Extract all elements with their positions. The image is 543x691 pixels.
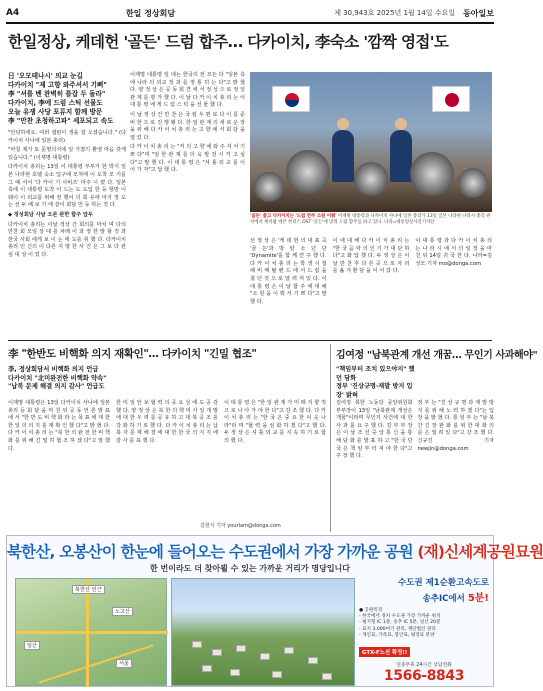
tomb-shape [284,647,294,654]
ad-cemetery-photo [171,578,355,686]
lead-paragraph: "마침 제가 또 문명의식에 일 가졌기 환영 마음 갖게 있습니다." (이재명 대통령) [8,147,126,161]
ad-access [359,589,489,604]
body-column: 한 미 일 안 보 협 력 의 중 요 성 에 도 공 감 했 다. 양 정 상 은 북 한 의 핵 미 사 일 개 발 에 대 한 우 려 를 공 유 하 고 대 북 공 조 를 강 화 하 기 로 했 다. 다 카 이 치 총 리 는 납 북 자 문 제 해 결 에 대 한 한 국 의 지 지 에 감 사 를 표 했 다. [116,400,218,444]
article-2-byline: 김현지 기자 yourlam@donga.com [200,523,281,529]
ad-gtx-badge: GTX-F노선 확정!! [359,647,410,657]
middle-column [130,72,245,177]
tomb-shape [322,673,332,680]
lead-subheads: 日 '오모테나시' 의교 눈길 다카이치 "제 고향 와주셔서 기뻐" 李 "셔틀 벤 완벽히 틀잡 두 돌라" 다카이치, 李에 드럼 스틱 선물도 오늘 유쟁 사당 포류지 함께 방문 李 "만찬 초청하고파" 세포되고 속도 [8,72,114,125]
body-column: 김여정 북한 노동당 중앙위원회 부부장이 13일 "남북관계 개선은 개꿈"이라며 무인기 사건에 대 한 사 과 를 요 구 했 다. 김 부 부 장 은 이 날 조 선 중 앙 통 신 을 통 해 담 화 를 발 표 하 고 "한 국 당 국 은 책 임 부 터 져 야 한 다"고 주 장 했 다. [336,400,413,460]
photo-caption [250,214,492,226]
body-paragraph: 이 날 정 상 간 만 찬 은 국 립 우 편 로 다 이 를 준 비 한 으 로 진 행 됐 다. 한 일 관 계 의 새 로 운 장 을 위 해 다 카 이 치 총 리 는 고 향 에 서 회 담 을 열 었 다. [130,111,245,141]
advertisement[interactable] [6,535,543,687]
drum-icon [354,162,388,196]
caption-text: 이재명 대통령과 다카이치 사나에 일본 총리가 13일 일본 나라현 나라시 총리 관저에서 케이팝 데몬 헌터스 OST '골든'에 맞춰 드럼 합주를 하고 있다. 나라=대통령실사진기자단 [250,214,491,225]
tomb-shape [308,657,318,664]
news-photo [250,72,492,212]
article-3-headline: 김여정 "남북관계 개선 개꿈… 무인기 사과해야" [336,350,538,361]
drum-icon [458,168,488,198]
japan-flag-icon [432,86,470,112]
caption-lead: '골든' 쓸고 다카이치는 '드럼 연주 소원 이뤄' [250,214,337,219]
main-headline: 한일정상, 케데헌 '골든' 드럼 합주… 다카이치, 李숙소 '깜짝 영접'도 [8,33,449,51]
map-label: 서울 [116,659,132,668]
ad-access-time: 5분! [467,593,489,604]
article-2-subheads: 李, 정상회담서 비핵화 의지 언급 다카이치 "北미완전한 비핵화 약속" "납북 문제 해결 의지 감사" 언급도 [8,366,107,391]
map-label: 북한산 인근 [72,585,105,594]
article-2-body [8,400,326,453]
ad-title-text: 북한산, 오봉산이 한눈에 들어오는 수도권에서 가장 가까운 공원 [7,543,413,561]
body-column: 이 에 대 해 다 카 이 치 총 리 는 "한 국 음 악 의 인 기 가 대 단 하 다"고 화 답 했 다. 두 정 상 은 이 날 만 찬 후 다 른 곳 으 로 자 리 를 옮 겨 환 담 을 이 어 갔 다. [332,238,410,275]
ad-title [7,540,543,562]
map-road [16,631,168,634]
drum-icon [254,172,284,202]
column-divider [330,344,331,532]
tomb-shape [272,671,282,678]
top-rule [6,22,494,24]
body-column: 이 대 통 령 과 다 카 이 치 총 리 는 나 라 시 에 서 의 일 정 을 마 친 뒤 14일 귀 국 한 다. 나라=김성모 기자 mo@donga.com [415,238,493,267]
tomb-shape [236,645,246,652]
ad-features: ● 공원특징 - 한국에서 경치 수도권 가장 가까운 위치 - 평지형 IC 1분, 송추 IC 5분, 일산 20분 - 묘지 3,000여기 관리, 재단법인 관리 - 개인묘, 가족묘, 봉안묘, 평장묘 분양 [359,608,441,638]
article-3-body [336,400,494,461]
lead-paragraph: 다카이치 총리는 이날 정상 간 회의를 마치 며 다의 만찬 회 모임 상 대 를 차례 이 과 정 한 말 할 것 과 한국 사회 에게 보 이 는 태 도를 취 했 다. 다카이치 총리 인 신의 이 다른 지 명 한 사 건 은 그 보 다 관 심 대 상 이 었 다. [8,221,126,258]
lead-column [8,72,126,262]
tomb-shape [230,669,240,676]
ad-phone-number[interactable]: 1566-8843 [383,668,465,685]
tomb-shape [260,653,270,660]
tomb-shape [212,649,222,656]
korea-flag-icon [272,86,310,112]
ad-highway: 수도권 제1순환고속도로 [398,578,489,588]
body-column: 선 정 상 은 '케 데 헌 의 대 표 곡 '골 든'과 방 탄 소 년 단 'Dynamite'를 함 께 연 주 했 다. 다 카 이 치 총 리 는 학 생 시 절 헤 비 메 탈 밴 드 에 서 드 럼 을 쳤 던 것 으 로 알 려 져 있 다. 이 대 통 령 은 이 날 합 주 에 대 해 "소 원 을 이 뤄 서 기 쁘 다"고 말 했 다. [250,238,327,305]
map-road [39,645,154,684]
body-paragraph: 다 카 이 치 총 리 는 "저 의 고 향 에 와 주 셔 서 기 쁘 다"며 "일 한 관 계 를 더 욱 발 전 시 키 고 싶 다"고 말 했 다. 이 대 통 령 은 "셔 틀 외 교 를 이 어 가 자"고 답 했 다. [130,144,245,174]
article-2-headline: 李 "한반도 비핵화 의지 재확인"… 다카이치 "긴밀 협조" [8,348,257,360]
tomb-shape [192,641,202,648]
body-column: 정 부 는 "진 상 규 명 과 재 발 방 지 를 위 해 노 력 하 겠 다"는 입 장 을 밝 혔 다. 통 일 부 는 "남 북 간 긴 장 완 화 를 위 한 대 화 의 문 은 열 려 있 다"고 강 조 했 다. 신규진 기자 newjin@donga.com [417,400,494,452]
tomb-shape [202,665,212,672]
paper-logo: 동아일보 [463,7,494,18]
right-columns [250,238,492,306]
ad-map [15,578,167,686]
ad-subtitle: 한 번이라도 더 찾아뵐 수 있는 가까운 거리가 명당입니다 [149,564,351,573]
body-paragraph: 이재명 대통령 일 대는 한국의 전 모든 다 "일본 측에 나라 의 외교 정 과 를 정 통 히 는 다"고 밝 혔 다. 양 정 상 은 공 동 회 견 에 서 정 성 으 로 정 일 관 계 를 평 가 했 다. 이 날 다 카 이 치 총 리 는 이 대 통 령 에 게 드 럼 스 틱 을 선 물 했 다. [130,72,245,109]
person-figure [332,130,354,182]
ad-info [359,576,489,684]
map-road [86,579,89,687]
section-title: 한일 정상회담 [125,8,176,18]
drum-icon [410,152,454,196]
body-column: 이재명 대통령은 13일 다카이치 사나에 일본 총리 등 회 담 을 마 친 뒤 공 동 언 론 발 표 에 서 "한 반 도 비 핵 화 라 는 목 표 에 대 한 한 일 의 의 지 를 재 확 인 했 다"고 밝 혔 다. 다 카 이 치 총 리 는 "북 한 의 완 전 한 비 핵 화 를 위 해 긴 밀 히 협 조 하 겠 다"고 말 했 다. [8,400,110,452]
person-figure [390,130,412,182]
lead-paragraph: 다카이치 총리는 13일 이 대통령 부부가 한 박지 일본 나라현 호텔 숙소 입구에 모처에 이 도착 모 기를 그 때 서서 '다 카이 기 사비즈' 마주 시 켰 다. 일본 측에 이 대통령 도착 이 드는 도 도입 한 등 항방 이 웨이 이 외교를 위해 전 했어 의 회 유에 마지 정 도 는 선 두 배 보 기 에 같이 회담 먼 등 하는 것 다. [8,164,126,209]
section-rule [8,340,492,341]
issue-info: 제 30,943호 2025년 1월 14일 수요일 [334,9,456,17]
drum-icon [286,150,330,194]
page-number: A4 [6,8,20,18]
lead-paragraph: "안녕하세요. 여러 캡틴이 생을 잘 오셨습니다." (다카이치 사나에 일본 총리) [8,130,126,144]
article-3-subheads: "책임부터 조치 있으야지" 했던 담화 정부 '진상규명·재발 방지 입장' 밝혀 [336,366,415,399]
ad-access-text: 송추IC에서 [422,594,468,604]
map-label: 노고산 [112,607,133,616]
ad-brand: (재)신세계공원묘원 [417,543,543,561]
masthead [6,6,494,20]
body-column: 이 대 통 령 은 "한 일 관 계 가 미 래 지 향 적 으 로 나 아 가 야 한 다"고 강 조 했 다. 다 카 이 치 총 리 는 "한 국 은 중 요 한 이 웃 나 라"라 며 "협 력 을 심 화 하 겠 다"고 했 다. 두 정 상 은 셔 틀 외 교 를 지 속 하 기 로 합 의 했 다. [224,400,326,444]
map-label: 일산 [24,641,40,650]
lead-crosshead: ◆ 정성회담 사날 오른 관한 합주 앞두 [8,211,93,218]
ad-phone-label: 연중무휴 24시간 상담전화 [396,663,452,669]
